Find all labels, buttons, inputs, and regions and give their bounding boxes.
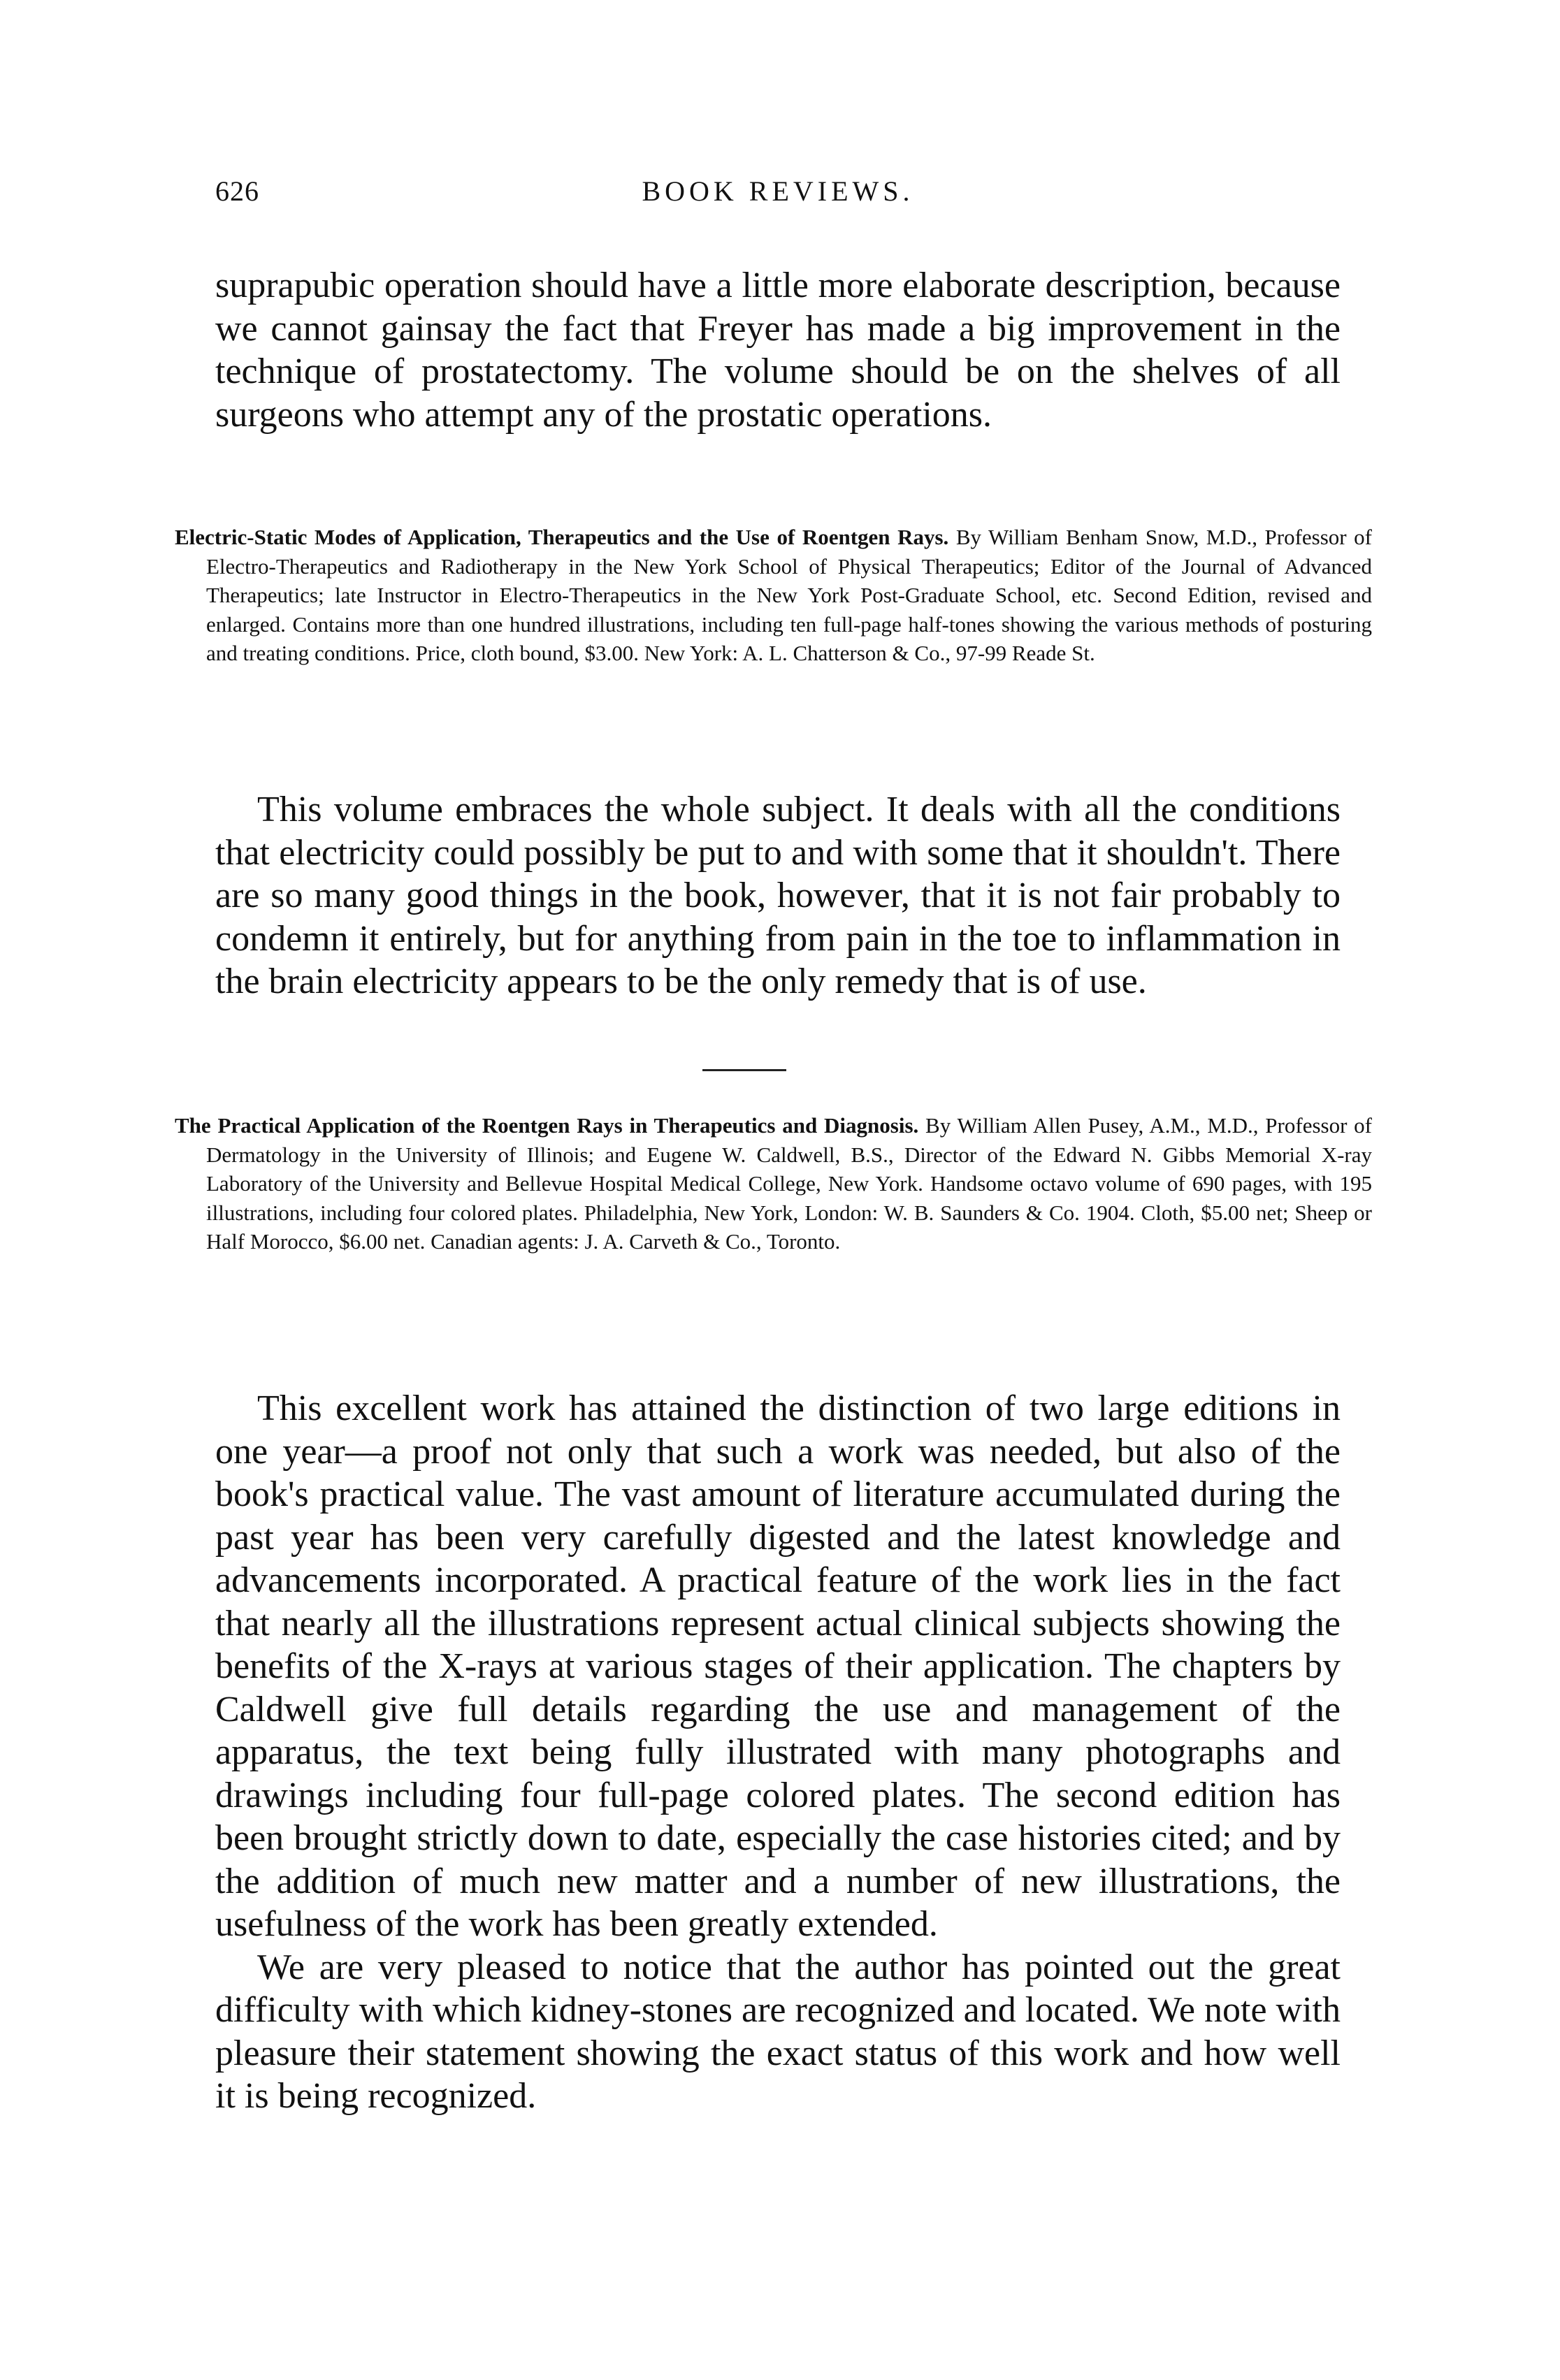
review-2-paragraph-2: We are very pleased to notice that the author has pointed out the great difficulty with which kidney-stones are recognized and located. We note with pleasure their statement showing the exact status of this work and how well it is being recognized. (215, 1947, 1341, 2116)
review-2-body-block (215, 1387, 1341, 2118)
review-1-citation (175, 523, 1372, 668)
page-title: BOOK REVIEWS. (642, 175, 914, 207)
running-head (215, 175, 1341, 217)
continuation-block (215, 264, 1341, 436)
review-2-citation-details: By William Allen Pusey, A.M., M.D., Professor of Dermatology in the University of Illinois; and Eugene W. Caldwell, B.S., Director of the Edward N. Gibbs Memorial X-ray Laboratory of the University and Bellevue Hospital Medical College, New York. Handsome octavo volume of 690 pages, with 195 illustrations, including four colored plates. Philadelphia, New York, London: W. B. Saunders & Co. 1904. Cloth, $5.00 net; Sheep or Half Morocco, $6.00 net. Canadian agents: J. A. Carveth & Co., Toronto. (206, 1113, 1373, 1254)
section-divider (702, 1069, 786, 1071)
review-1-citation-title: Electric-Static Modes of Application, Therapeutics and the Use of Roentgen Rays. (175, 525, 949, 549)
review-1-citation-details: By William Benham Snow, M.D., Professor of Electro-Therapeutics and Radiotherapy in the New York School of Physical Therapeutics; Editor of the Journal of Advanced Therapeutics; late Instructor in Electro-Therapeutics in the New York Post-Graduate School, etc. Second Edition, revised and enlarged. Contains more than one hundred illustrations, including ten full-page half-tones showing the various methods of posturing and treating conditions. Price, cloth bound, $3.00. New York: A. L. Chatterson & Co., 97-99 Reade St. (206, 525, 1372, 665)
page-number: 626 (215, 175, 259, 207)
review-2-paragraph-1: This excellent work has attained the distinction of two large editions in one year—a proof not only that such a work was needed, but also of the book's practical value. The vast amount of literature accumulated during the past year has been very carefully digested and the latest knowledge and advancements incorporated. A practical feature of the work lies in the fact that nearly all the illustrations represent actual clinical subjects showing the benefits of the X-rays at various stages of their application. The chapters by Caldwell give full details regarding the use and management of the apparatus, the text being fully illustrated with many photographs and drawings including four full-page colored plates. The second edition has been brought strictly down to date, especially the case histories cited; and by the addition of much new matter and a number of new illustrations, the usefulness of the work has been greatly extended. (215, 1388, 1341, 1944)
continuation-paragraph: suprapubic operation should have a little more elaborate description, because we cannot gainsay the fact that Freyer has made a big improvement in the technique of prostatectomy. The volume should be on the shelves of all surgeons who attempt any of the prostatic operations. (215, 266, 1341, 435)
review-1-body-block (215, 788, 1341, 1003)
review-1-paragraph: This volume embraces the whole subject. It deals with all the conditions that electricity could possibly be put to and with some that it shouldn't. There are so many good things in the book, however, that it is not fair probably to condemn it entirely, but for anything from pain in the toe to inflammation in the brain electricity appears to be the only remedy that is of use. (215, 790, 1341, 1001)
review-2-citation (175, 1111, 1372, 1256)
review-2-citation-title: The Practical Application of the Roentgen Rays in Therapeutics and Diagnosis. (175, 1113, 919, 1138)
